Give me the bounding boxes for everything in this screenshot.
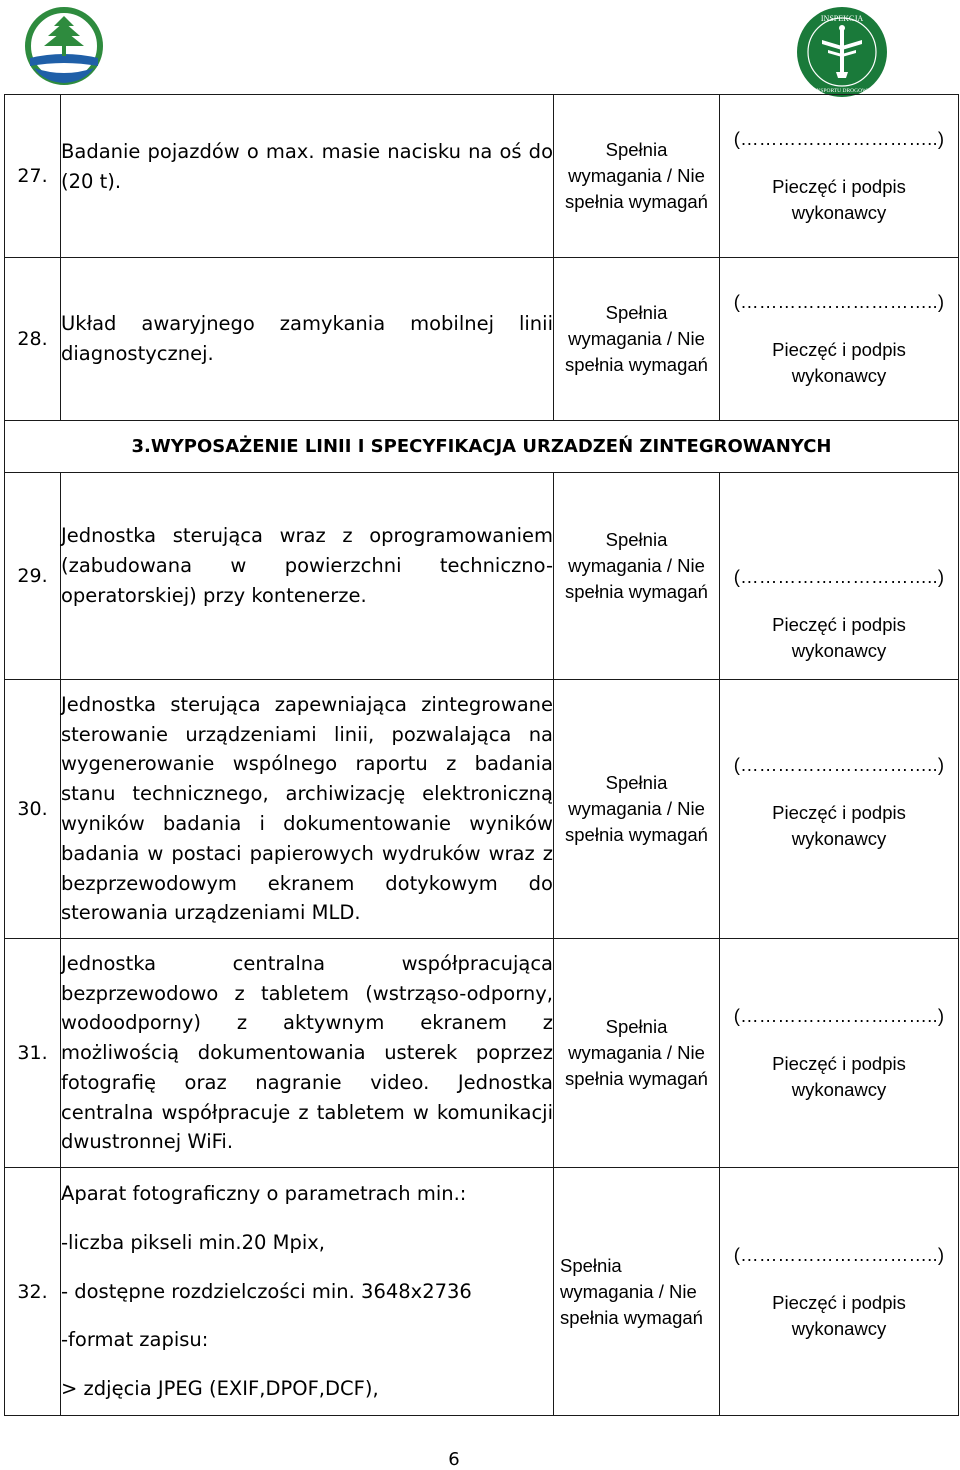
signature-cell: [720, 680, 959, 939]
compliance-status: [554, 939, 720, 1168]
row-description: [61, 1168, 554, 1416]
table-row: [5, 939, 959, 1168]
status-line: wymagania / Nie: [568, 555, 705, 576]
status-line: spełnia wymagań: [560, 1306, 703, 1328]
signature-dots: (…………………………..): [733, 291, 945, 312]
status-line: wymagania / Nie: [568, 1042, 705, 1063]
status-line: Spełnia: [605, 529, 668, 550]
description-line: > zdjęcia JPEG (EXIF,DPOF,DCF),: [61, 1377, 379, 1401]
row-number: 32.: [5, 1168, 61, 1416]
inspekcja-transportu-drogowego-emblem-icon: [792, 6, 892, 98]
description-line: -format zapisu:: [61, 1328, 209, 1352]
status-line: Spełnia: [605, 302, 668, 323]
compliance-status: [554, 473, 720, 680]
table-row: [5, 258, 959, 421]
signature-label: wykonawcy: [791, 1079, 887, 1100]
row-description: Jednostka sterująca wraz z oprogramowaniem (zabudowana w powierzchni techniczno-operatorskiej) przy kontenerze.: [61, 473, 554, 680]
signature-dots: (…………………………..): [733, 1243, 945, 1265]
page-number: 6: [448, 1449, 460, 1470]
specification-table: [4, 94, 959, 1416]
signature-cell: [720, 258, 959, 421]
signature-label: wykonawcy: [791, 202, 887, 223]
compliance-status: [554, 680, 720, 939]
signature-label: wykonawcy: [791, 365, 887, 386]
signature-cell: [720, 939, 959, 1168]
status-line: wymagania / Nie: [568, 798, 705, 819]
forest-tree-logo-icon: [24, 6, 104, 86]
compliance-status: [554, 95, 720, 258]
section-heading: 3.WYPOSAŻENIE LINII I SPECYFIKACJA URZADZEŃ ZINTEGROWANYCH: [5, 421, 959, 473]
signature-label: Pieczęć i podpis: [772, 339, 906, 360]
signature-cell: [720, 1168, 959, 1416]
row-number: 30.: [5, 680, 61, 939]
signature-dots: (…………………………..): [733, 128, 945, 149]
compliance-status: [554, 1168, 720, 1416]
table-row: [5, 1168, 959, 1416]
signature-dots: (…………………………..): [733, 1005, 945, 1026]
signature-label: wykonawcy: [791, 828, 887, 849]
table-row: [5, 95, 959, 258]
signature-cell: [720, 473, 959, 680]
signature-label: Pieczęć i podpis: [772, 802, 906, 823]
status-line: spełnia wymagań: [565, 354, 708, 375]
row-number: 31.: [5, 939, 61, 1168]
signature-label: wykonawcy: [791, 1317, 887, 1339]
row-description: Układ awaryjnego zamykania mobilnej linii diagnostycznej.: [61, 258, 554, 421]
signature-label: Pieczęć i podpis: [772, 1053, 906, 1074]
status-line: wymagania / Nie: [568, 328, 705, 349]
row-number: 29.: [5, 473, 61, 680]
status-line: spełnia wymagań: [565, 824, 708, 845]
status-line: Spełnia: [605, 1016, 668, 1037]
status-line: Spełnia: [560, 1254, 622, 1276]
row-number: 28.: [5, 258, 61, 421]
signature-label: Pieczęć i podpis: [772, 176, 906, 197]
emblem-text-top: INSPEKCJA: [820, 14, 864, 23]
row-description: Jednostka centralna współpracująca bezprzewodowo z tabletem (wstrząso-odporny, wodoodporny) z aktywnym ekranem z możliwością dokumentowania usterek poprzez fotografię oraz nagranie video. Jednostka centralna współpracuje z tabletem w komunikacji dwustronnej WiFi.: [61, 939, 554, 1168]
signature-label: Pieczęć i podpis: [772, 1291, 906, 1313]
status-line: Spełnia: [605, 139, 668, 160]
signature-label: Pieczęć i podpis: [772, 614, 906, 635]
row-number: 27.: [5, 95, 61, 258]
table-row: [5, 473, 959, 680]
status-line: wymagania / Nie: [560, 1280, 697, 1302]
description-line: - dostępne rozdzielczości min. 3648x2736: [61, 1279, 472, 1303]
compliance-status: [554, 258, 720, 421]
table-row: [5, 680, 959, 939]
signature-label: wykonawcy: [791, 640, 887, 661]
description-line: Aparat fotograficzny o parametrach min.:: [61, 1182, 467, 1205]
status-line: spełnia wymagań: [565, 1068, 708, 1089]
status-line: spełnia wymagań: [565, 191, 708, 212]
signature-cell: [720, 95, 959, 258]
row-description: Jednostka sterująca zapewniająca zintegrowane sterowanie urządzeniami linii, pozwalająca na wygenerowanie wspólnego raportu z badania stanu technicznego, archiwizację elektroniczną wyników badania i dokumentowanie wyników badania w postaci papierowych wydruków wraz z bezprzewodowym ekranem dotykowym do sterowania urządzeniami MLD.: [61, 680, 554, 939]
section-row: [5, 421, 959, 473]
status-line: Spełnia: [605, 772, 668, 793]
status-line: wymagania / Nie: [568, 165, 705, 186]
description-line: -liczba pikseli min.20 Mpix,: [61, 1230, 325, 1254]
emblem-text-bottom: TRANSPORTU DROGOWEGO: [805, 88, 879, 94]
row-description: Badanie pojazdów o max. masie nacisku na oś do (20 t).: [61, 95, 554, 258]
signature-dots: (…………………………..): [733, 566, 945, 587]
signature-dots: (…………………………..): [733, 754, 945, 775]
status-line: spełnia wymagań: [565, 581, 708, 602]
